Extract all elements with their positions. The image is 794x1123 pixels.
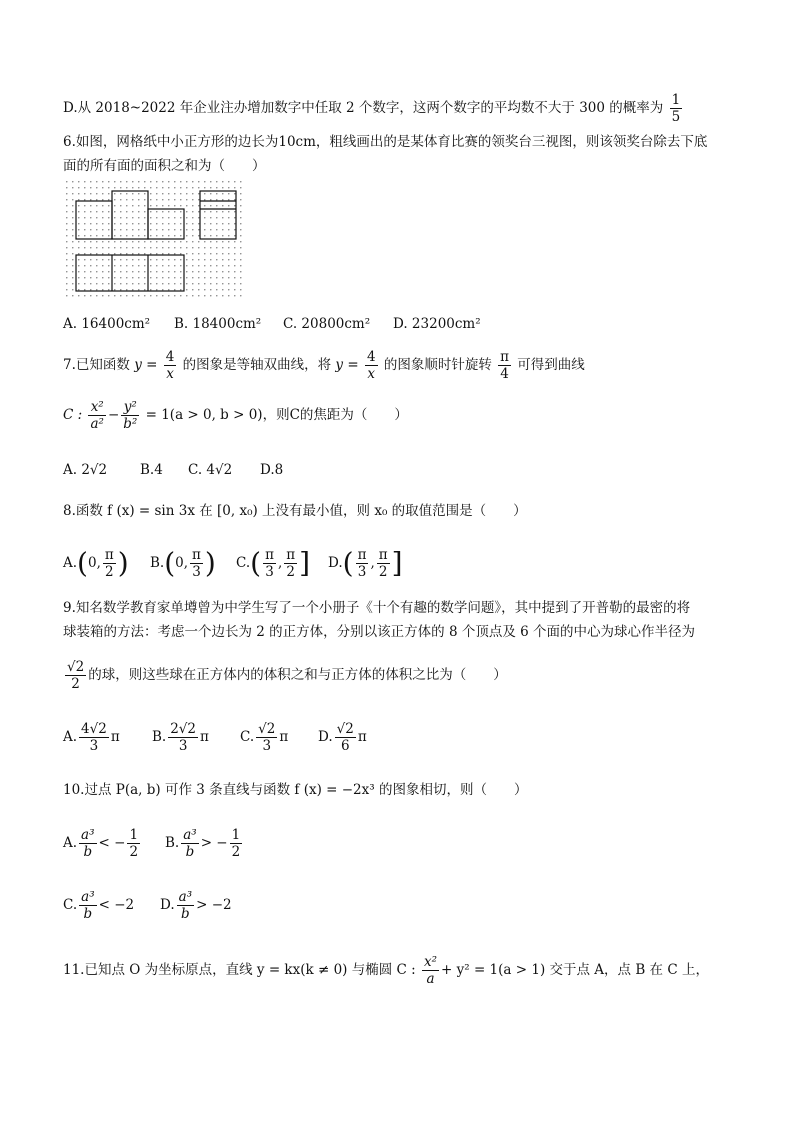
q5-probability-fraction: $\frac{1}{5}$ (671, 92, 681, 126)
q6-option-d[interactable]: D. 23200cm² (393, 316, 481, 332)
q6-stem-line1: 6.如图，网格纸中小正方形的边长为10cm，粗线画出的是某体育比赛的领奖台三视图，则该领奖台除去下底 (63, 134, 708, 150)
q6-option-a[interactable]: A. 16400cm² (63, 316, 151, 332)
q7-option-b[interactable]: B.4 (140, 462, 163, 478)
q9-option-d[interactable]: D. $\frac{√2}{6}$ π (318, 721, 367, 755)
q7-fraction-4-over-x: $\frac{4}{x}$ (165, 349, 175, 383)
q10-option-c[interactable]: C. $\frac{\text{a³}}{b}$ < −2 (63, 889, 135, 923)
q9-option-c[interactable]: C. $\frac{√2}{3}$ π (240, 721, 289, 755)
q10-option-a[interactable]: A. $\frac{\text{a³}}{b}$ < − $\frac{1}{2}$ (63, 827, 139, 861)
q9-stem-line2: 球装箱的方法：考虑一个边长为 2 的正方体，分别以该正方体的 8 个顶点及 6 个面的中心为球心作半径为 (63, 624, 696, 640)
q8-option-a[interactable]: A.(0, $\frac{\pi}{2}$ ) (63, 546, 129, 581)
q7-option-a[interactable]: A. 2√2 (63, 462, 108, 478)
q9-stem-line1: 9.知名数学教育家单墫曾为中学生写了一个小册子《十个有趣的数学问题》，其中提到了开普勒的最密的将 (63, 600, 691, 616)
q6-option-c[interactable]: C. 20800cm² (283, 316, 371, 332)
q9-stem-line3: $\frac{√2}{2}$ 的球，则这些球在正方体内的体积之和与正方体的体积之比为（ ） (67, 659, 507, 693)
q8-option-b[interactable]: B.(0, $\frac{\pi}{3}$ ) (150, 546, 216, 581)
q7-fraction-y2-b2: $\frac{\text{y²}}{\text{b²}}$ (123, 399, 138, 433)
q7-stem-line1: 7.已知函数 y = $\frac{4}{x}$ 的图象是等轴双曲线，将 y = $\frac{4}{x}$ 的图象顺时针旋转 $\frac{\pi}{4}$ 可得到曲线 (63, 349, 585, 383)
q8-option-d[interactable]: D.( $\frac{\pi}{3}$ , $\frac{\pi}{2}$ ] (328, 546, 403, 581)
q8-stem: 8.函数 f (x) = sin 3x 在 [0, x₀) 上没有最小值，则 x₀ 的取值范围是（ ） (63, 503, 527, 519)
q9-option-b[interactable]: B. $\frac{2√2}{3}$ π (152, 721, 209, 755)
q5-option-d-text: D.从 2018~2022 年企业注办增加数字中任取 2 个数字，这两个数字的平均数不大于 300 的概率为 (63, 100, 664, 117)
q10-option-d[interactable]: D. $\frac{\text{a³}}{b}$ > −2 (160, 889, 232, 923)
q8-option-c[interactable]: C.( $\frac{\pi}{3}$ , $\frac{\pi}{2}$ ] (236, 546, 311, 581)
q11-ellipse-fraction: $\frac{\text{x²}}{a}$ (423, 954, 438, 988)
q6-three-view-figure (66, 181, 244, 301)
q6-option-b[interactable]: B. 18400cm² (174, 316, 262, 332)
q10-stem: 10.过点 P(a, b) 可作 3 条直线与函数 f (x) = −2x³ 的图象相切，则（ ） (63, 782, 528, 798)
q9-radius-fraction: $\frac{√2}{2}$ (67, 659, 85, 693)
q11-stem: 11.已知点 O 为坐标原点，直线 y = kx(k ≠ 0) 与椭圆 C : $\frac{\text{x²}}{a}$ + y² = 1(a > 1) 交于点 A，点 B 在 C 上， (63, 954, 709, 988)
q6-stem-line2: 面的所有面的面积之和为（ ） (63, 158, 266, 174)
q5-option-d (63, 93, 684, 124)
q9-option-a[interactable]: A. $\frac{4√2}{3}$ π (63, 721, 120, 755)
q7-fraction-4-over-x-2: $\frac{4}{x}$ (366, 349, 376, 383)
q7-option-c[interactable]: C. 4√2 (188, 462, 233, 478)
q7-fraction-x2-a2: $\frac{\text{x²}}{\text{a²}}$ (90, 399, 104, 433)
q7-option-d[interactable]: D.8 (260, 462, 284, 478)
q7-stem-line2: C : $\frac{\text{x²}}{\text{a²}}$ − $\frac{\text{y²}}{\text{b²}}$ = 1(a > 0, b > 0)，则C的焦距为（ ） (63, 399, 408, 433)
q10-option-b[interactable]: B. $\frac{\text{a³}}{b}$ > − $\frac{1}{2}$ (165, 827, 241, 861)
q7-rotation-angle: $\frac{\pi}{4}$ (500, 349, 509, 383)
